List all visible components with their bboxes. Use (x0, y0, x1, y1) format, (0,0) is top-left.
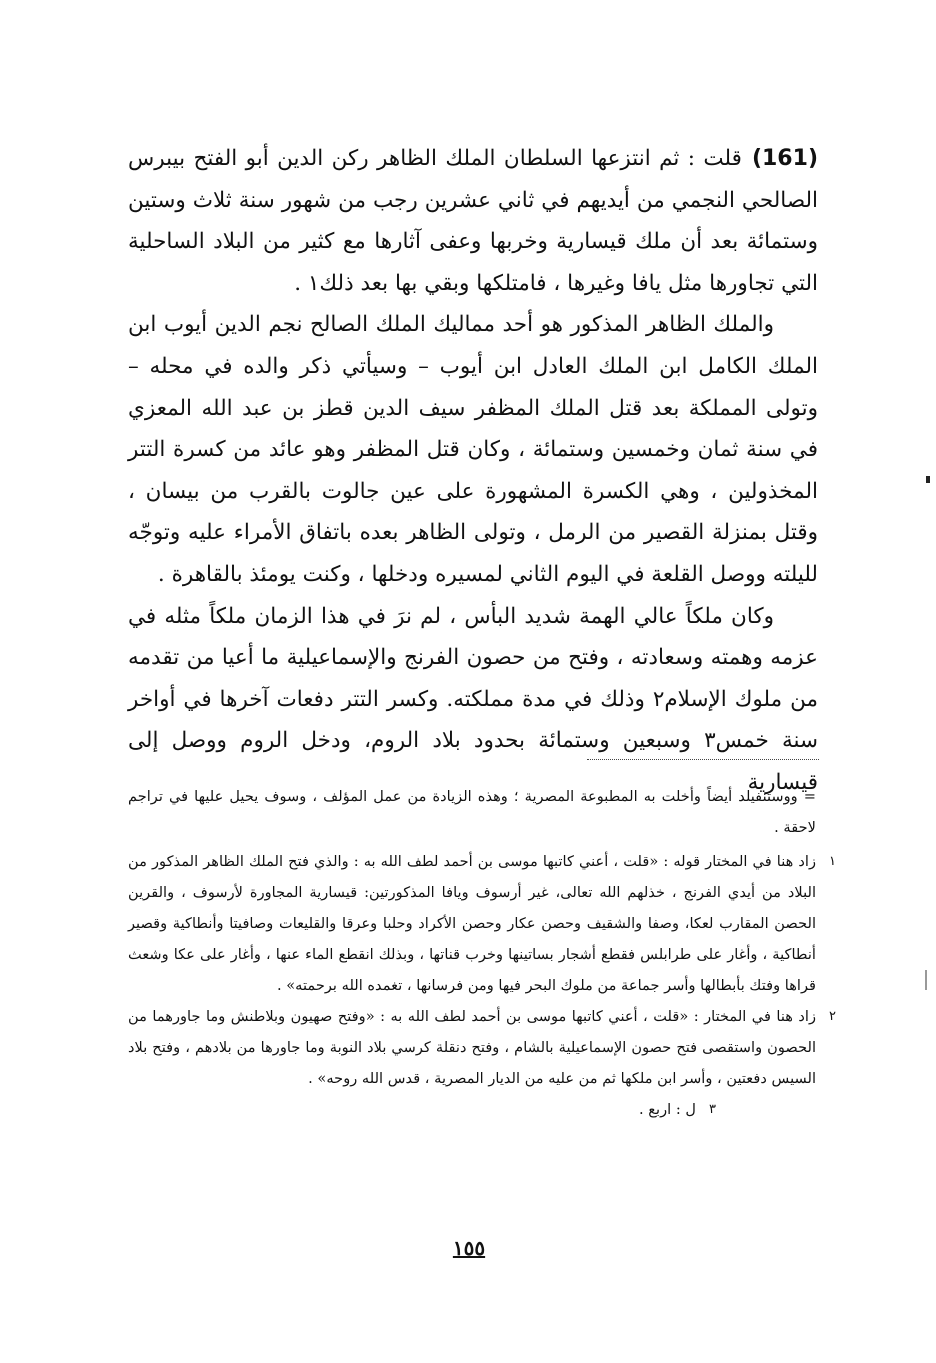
paragraph: وكان ملكاً عالي الهمة شديد البأس ، لم نرَ في هذا الزمان ملكاً مثله في عزمه وهمته وسعادته ، وفتح من حصون الفرنج والإسماعيلية ما أعيا من تقدمه من ملوك الإسلام٢ وذلك في مدة مملكته. وكسر التتر دفعات آخرها في أواخر سنة خمس٣ وسبعين وستمائة بحدود بلاد الروم، ودخل الروم ووصل إلى قيسارية (128, 603, 818, 795)
footnote-text: زاد هنا في المختار : «قلت ، أعني كاتبها موسى بن أحمد لطف الله به : «وفتح صهيون وبلاطنش وما جاورهما من الحصون واستقصى فتح حصون الإسماعيلية بالشام ، وفتح دنقلة كرسي بلاد النوبة وما جاورها من بلادهم ، وفتح بلاد السيس دفعتين ، وأسر ابن ملكها ثم من عليه من الديار المصرية ، قدس الله روحه» . (128, 1008, 816, 1087)
footnotes (128, 781, 836, 1125)
footnote-text: زاد هنا في المختار قوله : «قلت ، أعني كاتبها موسى بن أحمد لطف الله به : والذي فتح الملك الظاهر المذكور من البلاد من أيدي الفرنج ، خذلهم الله تعالى، غير أرسوف ويافا المذكورتين: قيسارية المجاورة لأرسوف ، والقرين الحصن المقارب لعكا، وصفا والشقيف وحصن عكار وحصن الأكراد وحلبا وعرقا والقليعات وصافيتا وأنطاكية وقصير أنطاكية ، وأغار على طرابلس فقطع أشجار بساتينها وخرب قناتها ، وبذلك انقطع الماء عنها ، وأغار على عكا وشعث قراها وفتك بأبطالها وأسر جماعة من ملوك البحر فيها ومن فرسانها ، تغمده الله برحمته» . (128, 853, 816, 994)
paragraph: والملك الظاهر المذكور هو أحد مماليك الملك الصالح نجم الدين أيوب ابن الملك الكامل ابن الملك العادل ابن أيوب – وسيأتي ذكر والده في محله – وتولى المملكة بعد قتل الملك المظفر سيف الدين قطز بن عبد الله المعزي في سنة ثمان وخمسين وستمائة ، وكان قتل المظفر وهو عائد من كسرة التتر المخذولين ، وهي الكسرة المشهورة على عين جالوت بالقرب من بيسان ، وقتل بمنزلة القصير من الرمل ، وتولى الظاهر بعده باتفاق الأمراء عليه وتوجّه لليلته ووصل القلعة في اليوم الثاني لمسيره ودخلها ، وكنت يومئذ بالقاهرة . (128, 312, 818, 587)
footnote-separator (587, 759, 819, 760)
scan-speck (925, 970, 927, 990)
footnote-1 (128, 846, 836, 1001)
footnote-2 (128, 1001, 836, 1094)
paragraph-text: قلت : ثم انتزعها السلطان الملك الظاهر ركن الدين أبو الفتح بيبرس الصالحي النجمي من أيديهم في ثاني عشرين رجب من شهور سنة ثلاث وستين وستمائة بعد أن ملك قيسارية وخربها وعفى آثارها مع كثير من البلاد الساحلية التي تجاورها مثل يافا وغيرها ، فامتلكها وبقي بها بعد ذلك١ . (128, 146, 818, 296)
footnote-mark: ٢ (829, 1009, 836, 1024)
footnote-mark: ٣ (709, 1102, 716, 1117)
footnote-continuation: = ووستنفيلد أيضاً وأخلت به المطبوعة المصرية ؛ وهذه الزيادة من عمل المؤلف ، وسوف يحيل عليها في تراجم لاحقة . (128, 788, 816, 836)
main-text (128, 138, 818, 804)
scan-speck (926, 476, 930, 483)
footnote-3 (128, 1094, 716, 1125)
entry-number: (161) (751, 146, 818, 171)
footnote-text: ل : اربع . (638, 1101, 696, 1118)
page-number: ١٥٥ (452, 1236, 486, 1260)
footnote-mark: ١ (829, 854, 836, 869)
paragraph-161 (128, 138, 818, 304)
